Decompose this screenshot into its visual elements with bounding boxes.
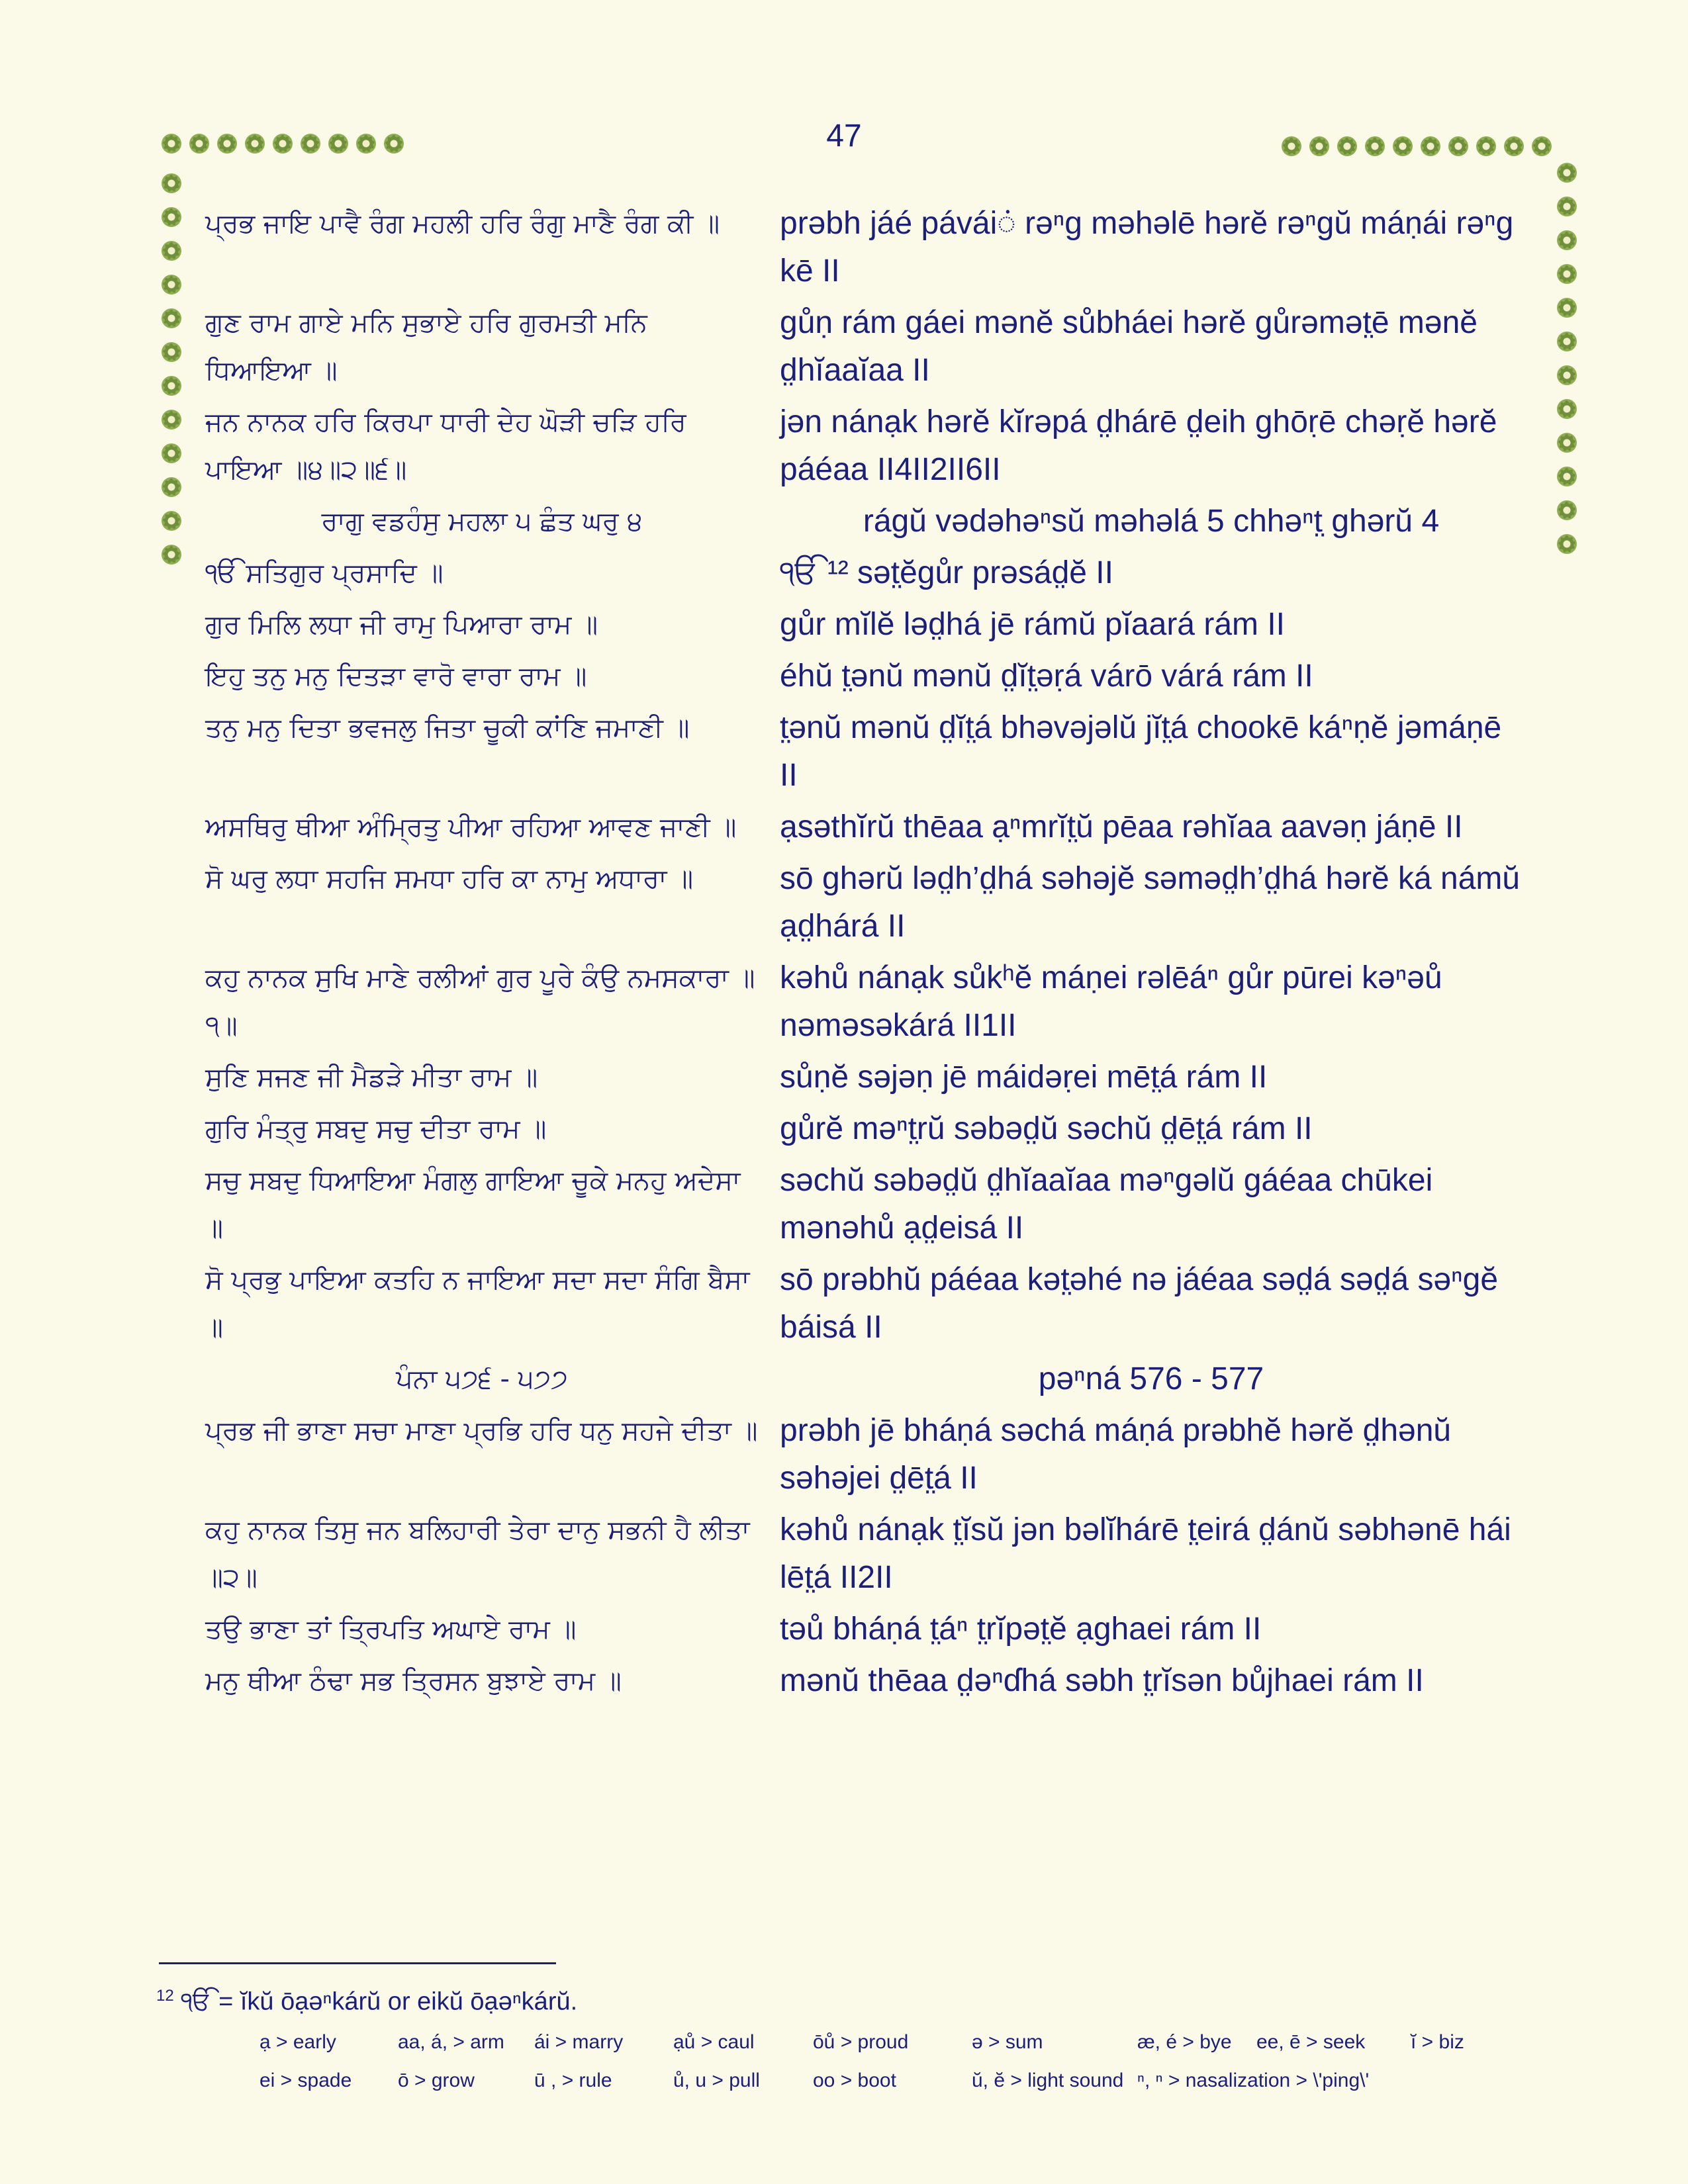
flower-ornament-icon <box>189 134 209 154</box>
verse-row <box>205 653 1523 700</box>
flower-ornament-icon <box>162 477 181 497</box>
transliteration-text: prəbh jē bháṇá səchá máṇá prəbhĕ hərĕ d̤hənŭ səhəjei d̤ēt̤á II <box>780 1413 1452 1496</box>
verse-row <box>205 704 1523 799</box>
flower-ornament-icon <box>301 134 320 154</box>
transliteration-text: prəbh jáé páváiं rəⁿg məhəlē hərĕ rəⁿgŭ máṇái rəⁿg kē II <box>780 206 1514 289</box>
gurmukhi-text: ਸੁਣਿ ਸਜਣ ਜੀ ਮੈਡੜੇ ਮੀਤਾ ਰਾਮ ॥ <box>205 1062 538 1093</box>
flower-ornament-icon <box>1337 136 1357 156</box>
top-left-floral-border <box>162 134 404 154</box>
pronunciation-legend <box>259 2030 1517 2093</box>
legend-item: ů, u > pull <box>673 2070 760 2091</box>
flower-ornament-icon <box>384 134 404 154</box>
gurmukhi-text: ਅਸਥਿਰੁ ਥੀਆ ਅੰਮ੍ਰਿਤੁ ਪੀਆ ਰਹਿਆ ਆਵਣ ਜਾਣੀ ॥ <box>205 812 737 842</box>
gurmukhi-text: ਪ੍ਰਭ ਜਾਇ ਪਾਵੈ ਰੰਗ ਮਹਲੀ ਹਰਿ ਰੰਗੁ ਮਾਣੈ ਰੰਗ ਕੀ ॥ <box>205 208 720 239</box>
verse-row <box>205 549 1523 597</box>
gurmukhi-text: ਕਹੁ ਨਾਨਕ ਸੁਖਿ ਮਾਣੇ ਰਲੀਆਂ ਗੁਰ ਪੂਰੇ ਕੰਉ ਨਮਸਕਾਰਾ ॥੧॥ <box>205 963 755 1041</box>
legend-item: ạ > early <box>259 2031 336 2053</box>
gurmukhi-text: ਤਉ ਭਾਣਾ ਤਾਂ ਤ੍ਰਿਪਤਿ ਅਘਾਏ ਰਾਮ ॥ <box>205 1614 577 1645</box>
flower-ornament-icon <box>328 134 348 154</box>
top-right-floral-border <box>1282 136 1552 156</box>
gurmukhi-text: ੴ ਸਤਿਗੁਰ ਪ੍ਰਸਾਦਿ ॥ <box>205 558 444 588</box>
flower-ornament-icon <box>1557 399 1577 419</box>
verse-row <box>205 200 1523 295</box>
flower-ornament-icon <box>1365 136 1385 156</box>
flower-ornament-icon <box>162 511 181 531</box>
left-floral-border <box>162 173 181 565</box>
verse-row <box>205 1606 1523 1653</box>
legend-item: ū , > rule <box>534 2070 612 2091</box>
flower-ornament-icon <box>162 342 181 362</box>
flower-ornament-icon <box>162 443 181 463</box>
verse-row <box>205 1506 1523 1602</box>
verse-row <box>205 855 1523 950</box>
gurmukhi-text: ਰਾਗੁ ਵਡਹੰਸੁ ਮਹਲਾ ੫ ਛੰਤ ਘਰੁ ੪ <box>321 506 643 537</box>
flower-ornament-icon <box>162 308 181 328</box>
transliteration-text: éhŭ t̤ənŭ mənŭ d̤ĭt̤əṛá várō várá rám II <box>780 659 1313 694</box>
legend-item: ŭ, ĕ > light sound <box>972 2070 1124 2091</box>
gurmukhi-text: ਗੁਣ ਰਾਮ ਗਾਏ ਮਨਿ ਸੁਭਾਏ ਹਰਿ ਗੁਰਮਤੀ ਮਨਿ ਧਿਆਇਆ ॥ <box>205 308 647 386</box>
transliteration-text: sůṇĕ səjəṇ jē máidəṛei mēt̤á rám II <box>780 1060 1268 1095</box>
transliteration-text: sō ghərŭ ləd̤h’d̤há səhəjĕ səməd̤h’d̤há hərĕ ká námŭ ạd̤hárá II <box>780 861 1521 944</box>
transliteration-text: mənŭ thēaa d̤əⁿɗhá səbh t̤rĭsən bůjhaei rám II <box>780 1663 1424 1698</box>
verse-row <box>205 1157 1523 1252</box>
flower-ornament-icon <box>1557 264 1577 284</box>
transliteration-text: gůr mĭlĕ ləd̤há jē rámŭ pĭaará rám II <box>780 607 1286 642</box>
gurmukhi-text: ਗੁਰਿ ਮੰਤ੍ਰੁ ਸਬਦੁ ਸਚੁ ਦੀਤਾ ਰਾਮ ॥ <box>205 1114 547 1144</box>
flower-ornament-icon <box>356 134 376 154</box>
transliteration-text: kəhů nánạk sůkʰĕ máṇei rəlēáⁿ gůr pūrei kəⁿəů nəməsəkárá II1II <box>780 960 1442 1043</box>
footnote-divider <box>159 1962 556 1964</box>
gurmukhi-text: ਸੋ ਘਰੁ ਲਧਾ ਸਹਜਿ ਸਮਧਾ ਹਰਿ ਕਾ ਨਾਮੁ ਅਧਾਰਾ ॥ <box>205 864 694 894</box>
flower-ornament-icon <box>162 134 181 154</box>
gurmukhi-text: ਸੋ ਪ੍ਰਭੁ ਪਾਇਆ ਕਤਹਿ ਨ ਜਾਇਆ ਸਦਾ ਸਦਾ ਸੰਗਿ ਬੈਸਾ ॥ <box>205 1265 750 1343</box>
transliteration-text: ੴ ¹² sət̤ĕgůr prəsád̤ĕ II <box>780 555 1113 590</box>
gurmukhi-text: ਤਨੁ ਮਨੁ ਦਿਤਾ ਭਵਜਲੁ ਜਿਤਾ ਚੂਕੀ ਕਾਂਣਿ ਜਮਾਣੀ ॥ <box>205 713 690 743</box>
verse-row <box>205 1105 1523 1153</box>
flower-ornament-icon <box>1557 230 1577 250</box>
flower-ornament-icon <box>162 241 181 261</box>
transliteration-text: səchŭ səbəd̤ŭ d̤hĭaaĭaa məⁿgəlŭ gáéaa chūkei mənəhů ạd̤eisá II <box>780 1163 1433 1246</box>
flower-ornament-icon <box>1557 433 1577 453</box>
legend-item: æ, é > bye <box>1137 2031 1232 2053</box>
footnote-text: ੴ = ĭkŭ ōạəⁿkárŭ or eikŭ ōạəⁿkárŭ. <box>181 1987 578 2016</box>
gurmukhi-text: ਪ੍ਰਭ ਜੀ ਭਾਣਾ ਸਚਾ ਮਾਣਾ ਪ੍ਰਭਿ ਹਰਿ ਧਨੁ ਸਹਜੇ ਦੀਤਾ ॥ <box>205 1416 758 1446</box>
legend-item: ōů > proud <box>813 2031 909 2053</box>
footnote-marker: 12 <box>156 1987 174 2005</box>
gurmukhi-text: ਸਚੁ ਸਬਦੁ ਧਿਆਇਆ ਮੰਗਲੁ ਗਾਇਆ ਚੂਕੇ ਮਨਹੁ ਅਦੇਸਾ ॥ <box>205 1165 741 1244</box>
flower-ornament-icon <box>162 207 181 227</box>
flower-ornament-icon <box>1448 136 1468 156</box>
verse-row <box>205 1657 1523 1705</box>
gurmukhi-text: ਮਨੁ ਥੀਆ ਠੰਢਾ ਸਭ ਤ੍ਰਿਸਨ ਬੁਝਾਏ ਰਾਮ ॥ <box>205 1666 622 1696</box>
flower-ornament-icon <box>1393 136 1413 156</box>
flower-ornament-icon <box>162 376 181 396</box>
flower-ornament-icon <box>1557 365 1577 385</box>
transliteration-text: gůrĕ məⁿt̤rŭ səbəd̤ŭ səchŭ d̤ēt̤á rám II <box>780 1111 1313 1146</box>
flower-ornament-icon <box>1309 136 1329 156</box>
transliteration-text: pəⁿná 576 - 577 <box>1038 1361 1264 1396</box>
legend-item: ⁿ, ⁿ > nasalization > \'ping\' <box>1137 2070 1370 2091</box>
legend-item: ə > sum <box>972 2031 1043 2053</box>
flower-ornament-icon <box>1557 163 1577 183</box>
transliteration-text: jən nánạk hərĕ kĭrəpá d̤hárē d̤eih ghōṛē chəṛĕ hərĕ páéaa II4II2II6II <box>780 404 1497 487</box>
flower-ornament-icon <box>1557 467 1577 486</box>
verse-row <box>205 954 1523 1050</box>
verse-row <box>205 601 1523 649</box>
gurmukhi-text: ਗੁਰ ਮਿਲਿ ਲਧਾ ਜੀ ਰਾਮੁ ਪਿਆਰਾ ਰਾਮ ॥ <box>205 610 598 640</box>
verse-table <box>205 200 1523 1709</box>
gurmukhi-text: ਪੰਨਾ ੫੭੬ - ੫੭੭ <box>396 1364 568 1394</box>
flower-ornament-icon <box>162 410 181 430</box>
verse-heading-row <box>205 1355 1523 1403</box>
gurmukhi-text: ਇਹੁ ਤਨੁ ਮਨੁ ਦਿਤੜਾ ਵਾਰੋ ਵਾਰਾ ਰਾਮ ॥ <box>205 661 587 692</box>
flower-ornament-icon <box>1557 500 1577 520</box>
flower-ornament-icon <box>217 134 237 154</box>
flower-ornament-icon <box>1476 136 1496 156</box>
legend-item: ĭ > biz <box>1411 2031 1464 2053</box>
transliteration-text: sō prəbhŭ páéaa kət̤əhé nə jáéaa səd̤á səd̤á səⁿgĕ báisá II <box>780 1262 1499 1345</box>
verse-row <box>205 803 1523 851</box>
flower-ornament-icon <box>1504 136 1524 156</box>
flower-ornament-icon <box>1532 136 1552 156</box>
legend-item: oo > boot <box>813 2070 896 2091</box>
flower-ornament-icon <box>1421 136 1440 156</box>
verse-row <box>205 1054 1523 1101</box>
gurmukhi-text: ਜਨ ਨਾਨਕ ਹਰਿ ਕਿਰਪਾ ਧਾਰੀ ਦੇਹ ਘੋੜੀ ਚੜਿ ਹਰਿ ਪਾਇਆ ॥੪॥੨॥੬॥ <box>205 407 686 485</box>
flower-ornament-icon <box>162 275 181 295</box>
transliteration-text: rágŭ vədəhəⁿsŭ məhəlá 5 chhəⁿt̤ ghərŭ 4 <box>863 504 1440 539</box>
legend-item: ái > marry <box>534 2031 624 2053</box>
flower-ornament-icon <box>1282 136 1301 156</box>
transliteration-text: gůṇ rám gáei mənĕ sůbháei hərĕ gůrəmət̤ē mənĕ d̤hĭaaĭaa II <box>780 305 1477 388</box>
page-number: 47 <box>826 118 862 154</box>
verse-row <box>205 398 1523 494</box>
transliteration-text: təů bháṇá t̤áⁿ t̤rĭpət̤ĕ ạghaei rám II <box>780 1612 1262 1647</box>
flower-ornament-icon <box>1557 197 1577 216</box>
footnote <box>156 1979 1480 2019</box>
verse-row <box>205 1407 1523 1502</box>
legend-item: aa, á, > arm <box>398 2031 504 2053</box>
right-floral-border <box>1557 163 1577 554</box>
verse-heading-row <box>205 498 1523 545</box>
flower-ornament-icon <box>273 134 293 154</box>
flower-ornament-icon <box>162 545 181 565</box>
flower-ornament-icon <box>245 134 265 154</box>
legend-item: ạů > caul <box>673 2031 755 2053</box>
transliteration-text: t̤ənŭ mənŭ d̤ĭt̤á bhəvəjəlŭ jĭt̤á chookē káⁿṇĕ jəmáṇē II <box>780 710 1502 793</box>
flower-ornament-icon <box>1557 534 1577 554</box>
legend-item: ei > spade <box>259 2070 352 2091</box>
transliteration-text: ạsəthĭrŭ thēaa ạⁿmrĭt̤ŭ pēaa rəhĭaa aavəṇ jáṇē II <box>780 809 1463 844</box>
verse-row <box>205 1256 1523 1351</box>
flower-ornament-icon <box>162 173 181 193</box>
flower-ornament-icon <box>1557 332 1577 351</box>
legend-item: ō > grow <box>398 2070 475 2091</box>
legend-item <box>1411 2069 1609 2093</box>
gurmukhi-text: ਕਹੁ ਨਾਨਕ ਤਿਸੁ ਜਨ ਬਲਿਹਾਰੀ ਤੇਰਾ ਦਾਨੁ ਸਭਨੀ ਹੈ ਲੀਤਾ ॥੨॥ <box>205 1515 750 1593</box>
transliteration-text: kəhů nánạk t̤ĭsŭ jən bəlĭhárē t̤eirá d̤ánŭ səbhənē hái lēt̤á II2II <box>780 1512 1511 1595</box>
flower-ornament-icon <box>1557 298 1577 318</box>
legend-item <box>1256 2069 1411 2093</box>
verse-row <box>205 299 1523 394</box>
legend-item: ee, ē > seek <box>1256 2031 1366 2053</box>
